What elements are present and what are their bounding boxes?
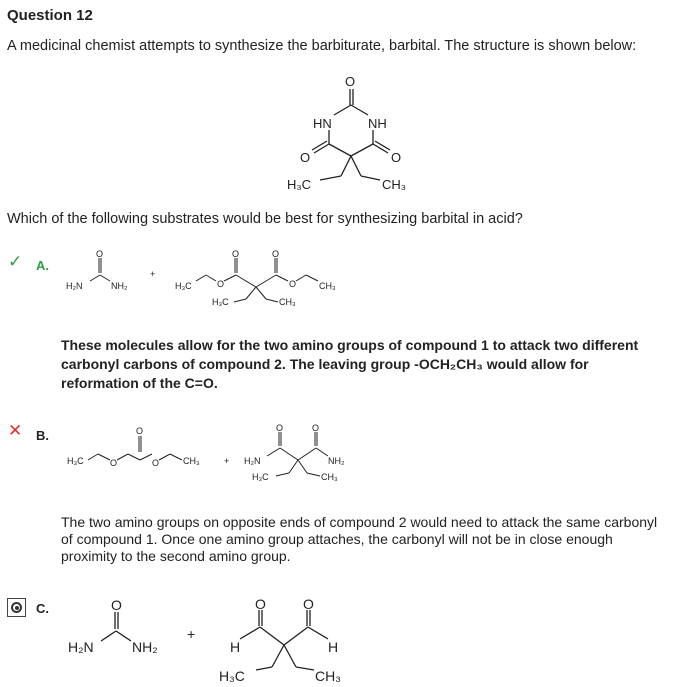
incorrect-x-icon: ✕: [8, 421, 23, 440]
opt-a-ester-h3c: H₃C: [175, 281, 192, 291]
opt-b-carb-o2: O: [136, 426, 144, 436]
opt-c-ald-o2: O: [303, 596, 314, 612]
opt-a-urea-h2n: H₂N: [66, 281, 83, 291]
opt-b-amide-h3c: H₃C: [252, 472, 269, 482]
opt-c-ald-ch3: CH₃: [315, 668, 341, 684]
radio-selected-icon: [11, 602, 22, 613]
opt-b-amide-nh2: NH₂: [328, 456, 345, 466]
barbital-h3c: H₃C: [287, 177, 312, 192]
option-a-feedback: [61, 336, 686, 393]
question-ask: Which of the following substrates would be best for synthesizing barbital in acid?: [7, 211, 523, 227]
opt-a-ester-h3c-2: H₃C: [212, 297, 229, 307]
opt-b-carb-h3c: H₃C: [67, 456, 84, 466]
opt-c-ald-h1: H: [230, 639, 241, 655]
barbital-o-top: O: [345, 74, 356, 89]
opt-a-ester-o4: O: [289, 279, 297, 289]
opt-c-ald-o1: O: [255, 596, 266, 612]
opt-a-ester-ch3-2: CH₃: [279, 297, 296, 307]
opt-a-ester-o1: O: [217, 279, 225, 289]
opt-c-plus: +: [187, 626, 196, 642]
barbital-o-left: O: [300, 150, 311, 165]
barbital-nh: NH: [368, 116, 387, 131]
option-b-letter[interactable]: B.: [36, 428, 49, 443]
option-b-structures: [62, 418, 362, 488]
option-b-feedback: The two amino groups on opposite ends of compound 2 would need to attack the same carbonyl of compound 1. Once one amino group attaches, the carbonyl will not be in close enough proximity to the second amino group.: [61, 514, 658, 564]
opt-c-ald-h3c: H₃C: [219, 668, 245, 684]
barbital-structure: [270, 70, 430, 195]
option-a-structures: [60, 245, 360, 313]
option-c-letter[interactable]: C.: [36, 601, 49, 616]
opt-a-ester-o3: O: [272, 249, 280, 259]
option-a-letter[interactable]: A.: [36, 258, 49, 273]
opt-c-urea-h2n: H₂N: [68, 639, 94, 655]
barbital-hn: HN: [313, 116, 332, 131]
option-a-feedback-line3: reformation of the C=O.: [61, 375, 218, 391]
opt-c-ald-h2: H: [328, 639, 339, 655]
opt-b-carb-o1: O: [110, 458, 118, 468]
opt-b-carb-o3: O: [152, 458, 160, 468]
barbital-o-right: O: [391, 150, 402, 165]
opt-a-ester-o2: O: [232, 249, 240, 259]
option-a-feedback-line2: carbonyl carbons of compound 2. The leaving group -OCH₂CH₃ would allow for: [61, 356, 589, 372]
option-a-feedback-line1: These molecules allow for the two amino groups of compound 1 to attack two different: [61, 337, 639, 353]
opt-b-amide-ch3: CH₃: [321, 472, 338, 482]
barbital-ch3: CH₃: [382, 177, 407, 192]
opt-a-ester-ch3: CH₃: [319, 281, 336, 291]
opt-b-amide-o1: O: [276, 423, 284, 433]
question-title: Question 12: [7, 7, 93, 24]
opt-c-urea-o: O: [111, 597, 122, 613]
opt-b-plus: +: [224, 456, 230, 466]
opt-a-urea-nh2: NH₂: [111, 281, 128, 291]
opt-a-urea-o: O: [96, 249, 104, 259]
correct-check-icon: ✓: [8, 252, 23, 271]
opt-b-amide-o2: O: [312, 423, 320, 433]
opt-b-carb-ch3: CH₃: [183, 456, 200, 466]
question-prompt: A medicinal chemist attempts to synthesize the barbiturate, barbital. The structure is shown below:: [7, 38, 637, 54]
opt-a-plus: +: [150, 269, 156, 279]
option-c-structures: [60, 595, 360, 687]
opt-b-amide-h2n: H₂N: [244, 456, 261, 466]
opt-c-urea-nh2: NH₂: [132, 639, 158, 655]
option-c-radio[interactable]: [7, 598, 26, 617]
